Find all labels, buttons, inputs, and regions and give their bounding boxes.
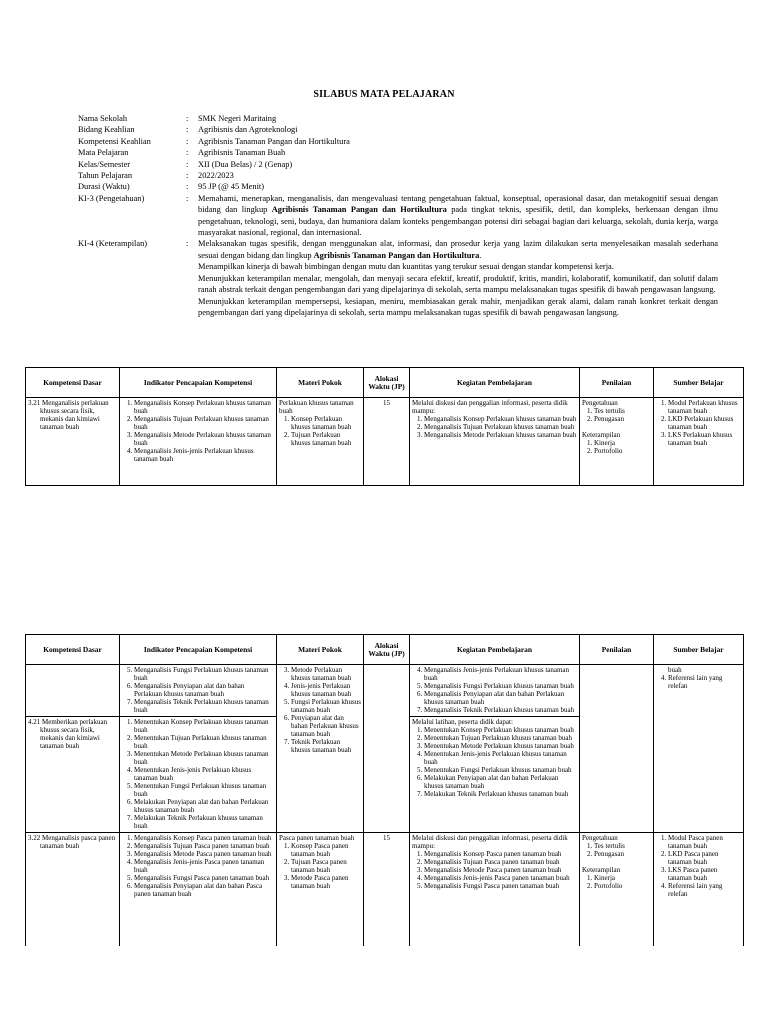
list-item: 4. Menganalisis Jenis-jenis Perlakuan khusus tanaman buah — [424, 666, 577, 682]
info-label: Kelas/Semester — [78, 159, 131, 169]
alokasi-value: 15 — [383, 834, 390, 842]
list-item: 1. Konsep Perlakuan khusus tanaman buah — [291, 415, 361, 431]
list-item: 4. Referensi lain yang relefan — [668, 674, 741, 690]
info-label: Durasi (Waktu) — [78, 182, 130, 192]
document-title: SILABUS MATA PELAJARAN — [313, 89, 455, 100]
list-item: 1. Menganalisis Konsep Pasca panen tanaman buah — [134, 834, 274, 842]
penilaian-pengetahuan: Pengetahuan — [582, 834, 618, 842]
list-item: 1. Menganalisis Konsep Pasca panen tanaman buah — [424, 850, 577, 858]
info-value: Agribisnis Tanaman Pangan dan Hortikultura — [198, 136, 350, 146]
sumber-list — [656, 674, 741, 690]
list-item: 4. Menentukan Jenis-jenis Perlakuan khusus tanaman buah — [424, 750, 577, 766]
info-row-field — [78, 124, 718, 135]
ki4-paragraph-1 — [198, 238, 718, 261]
list-item: 5. Menganalisis Fungsi Perlakuan khusus tanaman buah — [424, 682, 577, 690]
ipk-list — [122, 834, 274, 898]
penilaian-list — [582, 439, 651, 455]
info-colon: : — [186, 182, 189, 192]
kd-text: 4.21 Memberikan perlakuan khusus secara fisik, mekanis dan kimiawi tanaman buah — [28, 718, 108, 750]
list-item: 2. Menentukan Tujuan Perlakuan khusus tanaman buah — [424, 734, 577, 742]
ki3-text-a: Memahami, menerapkan, menganalisis, dan mengevaluasi tentang pengetahuan faktual, konseptual, operasional dasar, dan metakognitif sesuai dengan bidang dan lingkup — [198, 193, 718, 215]
list-item: 1. Menganalisis Konsep Perlakuan khusus tanaman buah — [424, 415, 577, 423]
list-item: 2. Penugasan — [594, 415, 651, 423]
list-item: 4. Referensi lain yang relefan — [668, 882, 741, 898]
syllabus-table-page-1 — [25, 367, 744, 486]
list-item: 3. Menentukan Metode Perlakuan khusus tanaman buah — [134, 750, 274, 766]
list-item: 2. LKD Perlakuan khusus tanaman buah — [668, 415, 741, 431]
kegiatan-list — [412, 850, 577, 890]
list-item: 7. Teknik Perlakuan khusus tanaman buah — [291, 738, 361, 754]
header-penilaian: Penilaian — [580, 635, 654, 665]
header-ipk: Indikator Pencapaian Kompetensi — [120, 368, 277, 398]
table-header-row — [26, 368, 744, 398]
list-item: 5. Fungsi Perlakuan khusus tanaman buah — [291, 698, 361, 714]
list-item: 7. Melakukan Teknik Perlakuan khusus tanaman buah — [424, 790, 577, 798]
list-item: 2. Penugasan — [594, 850, 651, 858]
materi-title: Pasca panen tanaman buah — [279, 834, 355, 842]
list-item: 2. Menentukan Tujuan Perlakuan khusus tanaman buah — [134, 734, 274, 750]
list-item: 3. Menganalisis Metode Perlakuan khusus tanaman buah — [424, 431, 577, 439]
sumber-continuation: buah — [668, 666, 682, 674]
ki4-p1-bold: Agribisnis Tanaman Pangan dan Hortikultura — [313, 250, 480, 260]
kd-text: 3.21 Menganalisis perlakuan khusus secara fisik, mekanis dan kimiawi tanaman buah — [28, 399, 109, 431]
ki4-p1-a: Melaksanakan tugas spesifik, dengan menggunakan alat, informasi, dan prosedur kerja yang lazim dilakukan serta menyelesaikan masalah sederhana sesuai dengan bidang dan lingkup — [198, 239, 718, 260]
header-alokasi: Alokasi Waktu (JP) — [364, 635, 410, 665]
list-item: 4. Menganalisis Jenis-jenis Pasca panen tanaman buah — [134, 858, 274, 874]
list-item: 2. Portofolio — [594, 447, 651, 455]
info-colon: : — [186, 159, 189, 169]
info-value: XII (Dua Belas) / 2 (Genap) — [198, 159, 293, 169]
info-row-year — [78, 170, 718, 181]
alokasi-value: 15 — [383, 399, 390, 407]
list-item: 1. Tes tertulis — [594, 842, 651, 850]
list-item: 1. Tes tertulis — [594, 407, 651, 415]
list-item: 6. Menganalisis Penyiapan alat dan bahan Perlakuan khusus tanaman buah — [134, 682, 274, 698]
info-row-competency — [78, 136, 718, 147]
info-label: Nama Sekolah — [78, 114, 128, 123]
list-item: 7. Melakukan Teknik Perlakuan khusus tanaman buah — [134, 814, 274, 830]
list-item: 1. Menentukan Konsep Perlakuan khusus tanaman buah — [134, 718, 274, 734]
list-item: 3. LKS Pasca panen tanaman buah — [668, 866, 741, 882]
info-colon: : — [186, 136, 189, 146]
sumber-list — [656, 834, 741, 898]
table-header-row — [26, 635, 744, 665]
info-label: Mata Pelajaran — [78, 148, 129, 158]
list-item: 2. Menganalisis Tujuan Pasca panen tanaman buah — [424, 858, 577, 866]
ipk-list — [122, 666, 274, 714]
list-item: 1. Menentukan Konsep Perlakuan khusus tanaman buah — [424, 726, 577, 734]
info-value: 2022/2023 — [198, 171, 234, 181]
list-item: 4. Menganalisis Jenis-jenis Perlakuan khusus tanaman buah — [134, 447, 274, 463]
list-item: 4. Menganalisis Jenis-jenis Pasca panen tanaman buah — [424, 874, 577, 882]
ki4-paragraph-3: Menunjukkan keterampilan menalar, mengolah, dan menyaji secara efektif, kreatif, produktif, kritis, mandiri, kolaboratif, komunikatif, dan solutif dalam ranah abstrak terkait dengan pengembangan dari yang dipelajarinya di sekolah, serta mampu melaksanakan tugas spesifik di bawah pengawasan langsung. — [198, 273, 718, 295]
kegiatan-intro: Melalui diskusi dan penggalian informasi, peserta didik mampu: — [412, 399, 568, 415]
list-item: 6. Menganalisis Penyiapan alat dan bahan Pasca panen tanaman buah — [134, 882, 274, 898]
info-row-school — [78, 113, 718, 124]
ki4-p1-b: . — [479, 250, 482, 260]
list-item: 6. Penyiapan alat dan bahan Perlakuan khusus tanaman buah — [291, 714, 361, 738]
penilaian-pengetahuan: Pengetahuan — [582, 399, 618, 407]
kegiatan-list — [412, 666, 577, 714]
list-item: 2. Portofolio — [594, 882, 651, 890]
list-item: 3. Menganalisis Metode Pasca panen tanaman buah — [134, 850, 274, 858]
ki4-paragraph-2: Menampilkan kinerja di bawah bimbingan dengan mutu dan kuantitas yang terukur sesuai dengan standar kompetensi kerja. — [198, 262, 614, 272]
info-value: Agribisnis dan Agroteknologi — [198, 125, 298, 135]
table-row — [26, 833, 744, 947]
list-item: 3. LKS Perlakuan khusus tanaman buah — [668, 431, 741, 447]
list-item: 1. Modul Pasca panen tanaman buah — [668, 834, 741, 850]
list-item: 2. LKD Pasca panen tanaman buah — [668, 850, 741, 866]
materi-list — [279, 842, 361, 890]
header-kd: Kompetensi Dasar — [26, 635, 120, 665]
syllabus-info — [78, 113, 718, 318]
list-item: 5. Menentukan Fungsi Perlakuan khusus tanaman buah — [424, 766, 577, 774]
info-colon: : — [186, 125, 189, 135]
ki3-text-b: pada tingkat teknis, spesifik, detil, dan kompleks, berkenaan dengan ilmu pengetahuan, teknologi, seni, budaya, dan humaniora dalam konteks pengembangan potensi diri sebagai bagian dari keluarga, sekolah, dunia kerja, warga masyarakat nasional, regional, dan internasional. — [198, 205, 718, 238]
penilaian-keterampilan: Keterampilan — [582, 866, 621, 874]
list-item: 2. Menganalisis Tujuan Perlakuan khusus tanaman buah — [424, 423, 577, 431]
list-item: 3. Metode Pasca panen tanaman buah — [291, 874, 361, 890]
ipk-list — [122, 718, 274, 830]
kd-text: 3.22 Menganalisis pasca panen tanaman buah — [28, 834, 116, 850]
header-materi: Materi Pokok — [277, 635, 364, 665]
info-row-ki4 — [78, 238, 718, 318]
info-label: Tahun Pelajaran — [78, 171, 133, 181]
table-row — [26, 398, 744, 486]
info-value: 95 JP (@ 45 Menit) — [198, 182, 265, 192]
materi-list — [279, 666, 361, 754]
list-item: 5. Menganalisis Fungsi Pasca panen tanaman buah — [424, 882, 577, 890]
list-item: 3. Menentukan Metode Perlakuan khusus tanaman buah — [424, 742, 577, 750]
kegiatan-list — [412, 415, 577, 439]
penilaian-list — [582, 874, 651, 890]
list-item: 3. Metode Perlakuan khusus tanaman buah — [291, 666, 361, 682]
sumber-list — [656, 399, 741, 447]
ki3-text-bold: Agribisnis Tanaman Pangan dan Hortikultura — [271, 205, 447, 215]
info-label: KI-3 (Pengetahuan) — [78, 193, 145, 203]
list-item: 3. Menganalisis Metode Perlakuan khusus tanaman buah — [134, 431, 274, 447]
info-colon: : — [186, 171, 189, 181]
ipk-list — [122, 399, 274, 463]
penilaian-list — [582, 407, 651, 423]
info-label: Kompetensi Keahlian — [78, 136, 151, 146]
list-item: 1. Konsep Pasca panen tanaman buah — [291, 842, 361, 858]
list-item: 6. Melakukan Penyiapan alat dan bahan Perlakuan khusus tanaman buah — [134, 798, 274, 814]
list-item: 7. Menganalisis Teknik Perlakuan khusus tanaman buah — [424, 706, 577, 714]
list-item: 2. Menganalisis Tujuan Perlakuan khusus tanaman buah — [134, 415, 274, 431]
info-label: KI-4 (Keterampilan) — [78, 239, 148, 249]
header-sumber: Sumber Belajar — [654, 635, 744, 665]
penilaian-keterampilan: Keterampilan — [582, 431, 621, 439]
ki4-text — [198, 238, 718, 318]
info-row-duration — [78, 181, 718, 192]
ki4-paragraph-4: Menunjukkan keterampilan mempersepsi, kesiapan, meniru, membiasakan gerak mahir, menjadikan gerak alami, dalam ranah konkret terkait dengan pengembangan dari yang dipelajarinya di sekolah, serta mampu melaksanakan tugas spesifik di bawah pengawasan langsung. — [198, 296, 718, 317]
info-label: Bidang Keahlian — [78, 125, 135, 135]
materi-list — [279, 415, 361, 447]
info-row-class — [78, 159, 718, 170]
penilaian-list — [582, 842, 651, 858]
list-item: 2. Menganalisis Tujuan Pasca panen tanaman buah — [134, 842, 274, 850]
header-alokasi: Alokasi Waktu (JP) — [364, 368, 410, 398]
list-item: 4. Jenis-jenis Perlakuan khusus tanaman buah — [291, 682, 361, 698]
info-value: Agribisnis Tanaman Buah — [198, 148, 286, 158]
info-value: SMK Negeri Maritaing — [198, 114, 277, 123]
list-item: 1. Menganalisis Konsep Perlakuan khusus tanaman buah — [134, 399, 274, 415]
header-materi: Materi Pokok — [277, 368, 364, 398]
list-item: 7. Menganalisis Teknik Perlakuan khusus tanaman buah — [134, 698, 274, 714]
header-sumber: Sumber Belajar — [654, 368, 744, 398]
header-kegiatan: Kegiatan Pembelajaran — [410, 368, 580, 398]
list-item: 4. Menentukan Jenis-jenis Perlakuan khusus tanaman buah — [134, 766, 274, 782]
list-item: 5. Menganalisis Fungsi Perlakuan khusus tanaman buah — [134, 666, 274, 682]
kegiatan-list — [412, 726, 577, 798]
syllabus-table-page-2 — [25, 634, 744, 946]
header-penilaian: Penilaian — [580, 368, 654, 398]
list-item: 1. Kinerja — [594, 439, 651, 447]
materi-title: Perlakuan khusus tanaman buah — [279, 399, 354, 415]
list-item: 5. Menganalisis Fungsi Pasca panen tanaman buah — [134, 874, 274, 882]
ki3-text — [198, 193, 718, 239]
header-ipk: Indikator Pencapaian Kompetensi — [120, 635, 277, 665]
info-colon: : — [186, 193, 189, 203]
header-kd: Kompetensi Dasar — [26, 368, 120, 398]
info-row-subject — [78, 147, 718, 158]
list-item: 2. Tujuan Pasca panen tanaman buah — [291, 858, 361, 874]
list-item: 5. Menentukan Fungsi Perlakuan khusus tanaman buah — [134, 782, 274, 798]
list-item: 3. Menganalisis Metode Pasca panen tanaman buah — [424, 866, 577, 874]
list-item: 6. Menganalisis Penyiapan alat dan bahan Perlakuan khusus tanaman buah — [424, 690, 577, 706]
info-row-ki3 — [78, 193, 718, 239]
header-kegiatan: Kegiatan Pembelajaran — [410, 635, 580, 665]
list-item: 1. Kinerja — [594, 874, 651, 882]
list-item: 6. Melakukan Penyiapan alat dan bahan Perlakuan khusus tanaman buah — [424, 774, 577, 790]
list-item: 2. Tujuan Perlakuan khusus tanaman buah — [291, 431, 361, 447]
table-row — [26, 665, 744, 717]
info-colon: : — [186, 148, 189, 158]
info-colon: : — [186, 239, 189, 249]
kegiatan-intro: Melalui latihan, peserta didik dapat: — [412, 718, 513, 726]
kegiatan-intro: Melalui diskusi dan penggalian informasi, peserta didik mampu: — [412, 834, 568, 850]
info-colon: : — [186, 114, 189, 123]
list-item: 1. Modul Perlakuan khusus tanaman buah — [668, 399, 741, 415]
